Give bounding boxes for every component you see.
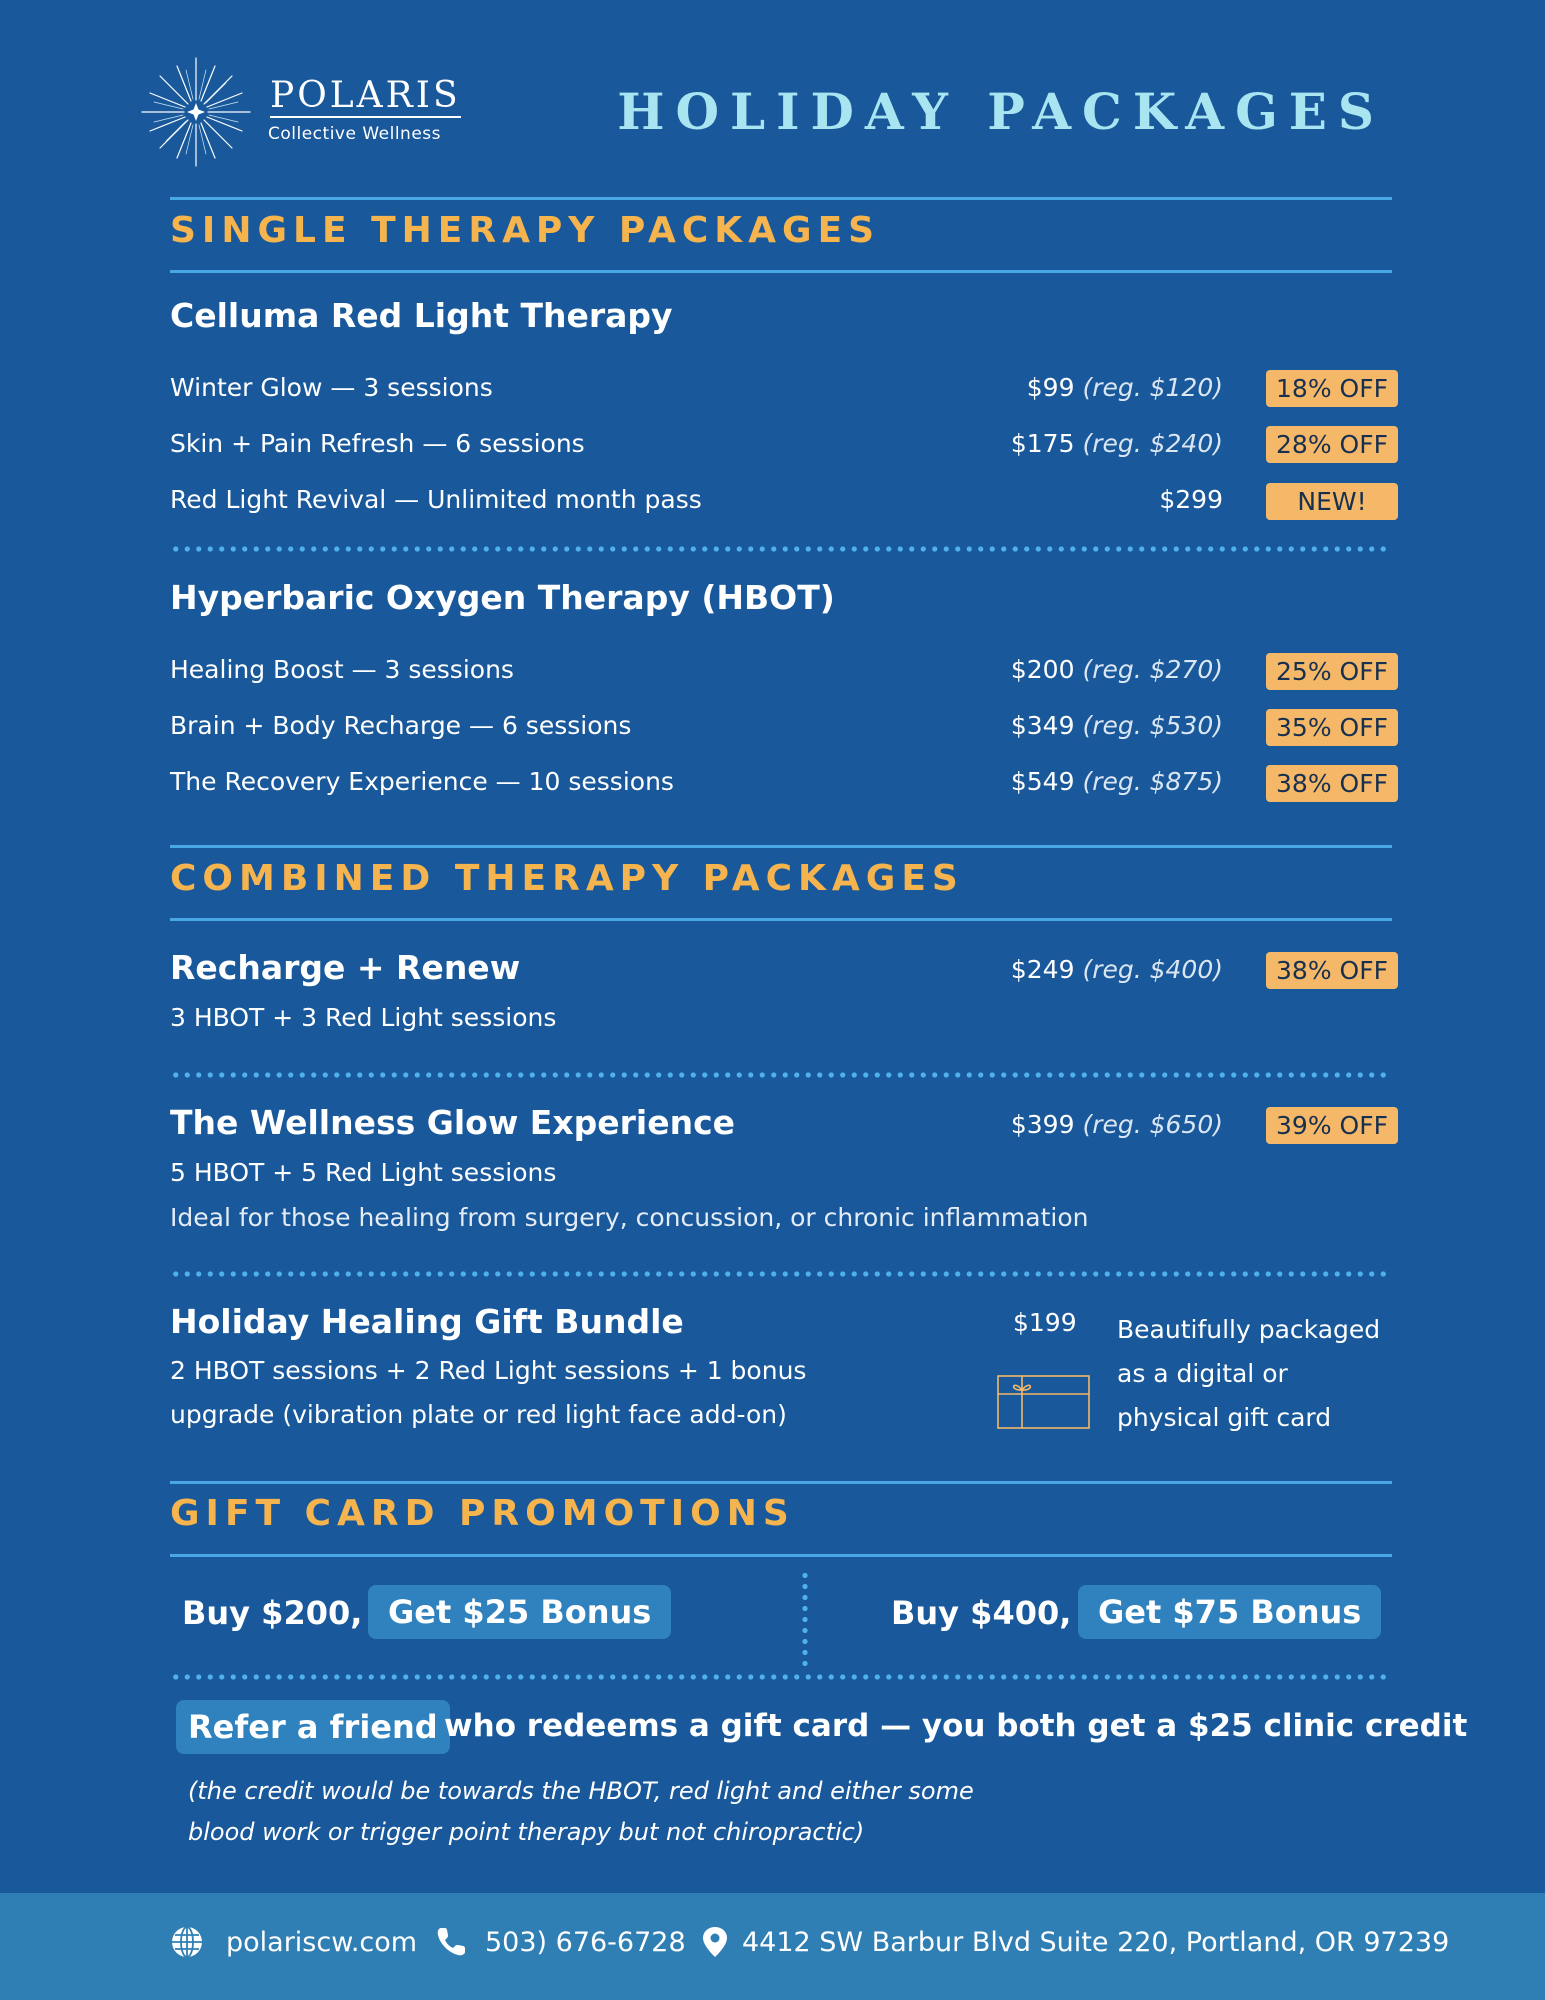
discount-badge: 39% OFF	[1266, 1107, 1398, 1144]
brand-tagline: Collective Wellness	[268, 124, 442, 144]
combined-package-note: Ideal for those healing from surgery, concussion, or chronic inflammation	[170, 1203, 1089, 1232]
promo-buy-amount: Buy $200,	[182, 1594, 363, 1632]
brand-name: POLARIS	[270, 75, 461, 116]
promo-bonus-badge: Get $25 Bonus	[368, 1585, 671, 1639]
combined-packages-heading: COMBINED THERAPY PACKAGES	[170, 858, 964, 899]
section-divider	[170, 1481, 1392, 1484]
promo-bonus-badge: Get $75 Bonus	[1078, 1585, 1381, 1639]
combined-package-title: The Wellness Glow Experience	[170, 1103, 736, 1142]
gift-card-icon	[997, 1375, 1090, 1429]
referral-fine-print: (the credit would be towards the HBOT, red light and either some	[188, 1777, 974, 1805]
celluma-group-title: Celluma Red Light Therapy	[170, 296, 673, 335]
new-badge: NEW!	[1266, 483, 1398, 520]
package-price: $249 (reg. $400)	[1010, 955, 1223, 984]
package-price: $175 (reg. $240)	[1010, 429, 1223, 458]
package-price: $299	[1159, 485, 1223, 514]
dotted-divider	[170, 546, 1392, 552]
page-title: HOLIDAY PACKAGES	[617, 82, 1385, 141]
section-divider	[170, 270, 1392, 273]
combined-package-detail: 3 HBOT + 3 Red Light sessions	[170, 1003, 557, 1032]
dotted-divider	[170, 1271, 1392, 1277]
package-price: $99 (reg. $120)	[1026, 373, 1223, 402]
phone-icon	[434, 1925, 468, 1959]
single-packages-heading: SINGLE THERAPY PACKAGES	[170, 210, 881, 251]
hbot-group-title: Hyperbaric Oxygen Therapy (HBOT)	[170, 578, 835, 617]
discount-badge: 28% OFF	[1266, 426, 1398, 463]
referral-fine-print: blood work or trigger point therapy but not chiropractic)	[188, 1818, 865, 1846]
package-price: $349 (reg. $530)	[1010, 711, 1223, 740]
starburst-icon	[140, 56, 252, 168]
dotted-divider	[170, 1674, 1392, 1680]
referral-text: who redeems a gift card — you both get a $25 clinic credit	[444, 1708, 1468, 1744]
promo-buy-amount: Buy $400,	[891, 1594, 1072, 1632]
discount-badge: 38% OFF	[1266, 765, 1398, 802]
package-name: Red Light Revival — Unlimited month pass	[170, 485, 702, 514]
section-divider	[170, 1554, 1392, 1557]
package-name: Healing Boost — 3 sessions	[170, 655, 514, 684]
gift-bundle-title: Holiday Healing Gift Bundle	[170, 1302, 684, 1341]
package-name: Skin + Pain Refresh — 6 sessions	[170, 429, 585, 458]
discount-badge: 38% OFF	[1266, 952, 1398, 989]
location-pin-icon	[698, 1925, 732, 1959]
combined-package-title: Recharge + Renew	[170, 948, 521, 987]
package-price: $549 (reg. $875)	[1010, 767, 1223, 796]
discount-badge: 18% OFF	[1266, 370, 1398, 407]
address-link[interactable]: 4412 SW Barbur Blvd Suite 220, Portland, OR 97239	[742, 1927, 1450, 1958]
dotted-divider	[170, 1072, 1392, 1078]
refer-a-friend-badge: Refer a friend	[176, 1700, 450, 1754]
globe-icon	[170, 1925, 204, 1959]
dotted-divider	[802, 1570, 808, 1672]
discount-badge: 35% OFF	[1266, 709, 1398, 746]
package-name: Winter Glow — 3 sessions	[170, 373, 493, 402]
section-divider	[170, 845, 1392, 848]
gift-bundle-detail: 2 HBOT sessions + 2 Red Light sessions + 1 bonus	[170, 1356, 807, 1385]
combined-package-detail: 5 HBOT + 5 Red Light sessions	[170, 1158, 557, 1187]
package-name: Brain + Body Recharge — 6 sessions	[170, 711, 632, 740]
discount-badge: 25% OFF	[1266, 653, 1398, 690]
gift-card-heading: GIFT CARD PROMOTIONS	[170, 1493, 795, 1534]
package-name: The Recovery Experience — 10 sessions	[170, 767, 674, 796]
package-price: $200 (reg. $270)	[1010, 655, 1223, 684]
gift-bundle-note: Beautifully packaged as a digital or physical gift card	[1117, 1315, 1381, 1432]
phone-link[interactable]: 503) 676-6728	[485, 1927, 686, 1958]
website-link[interactable]: polariscw.com	[226, 1927, 418, 1958]
package-price: $399 (reg. $650)	[1010, 1110, 1223, 1139]
section-divider	[170, 197, 1392, 200]
section-divider	[170, 918, 1392, 921]
gift-bundle-price: $199	[1013, 1308, 1077, 1337]
gift-bundle-detail: upgrade (vibration plate or red light face add-on)	[170, 1400, 787, 1429]
